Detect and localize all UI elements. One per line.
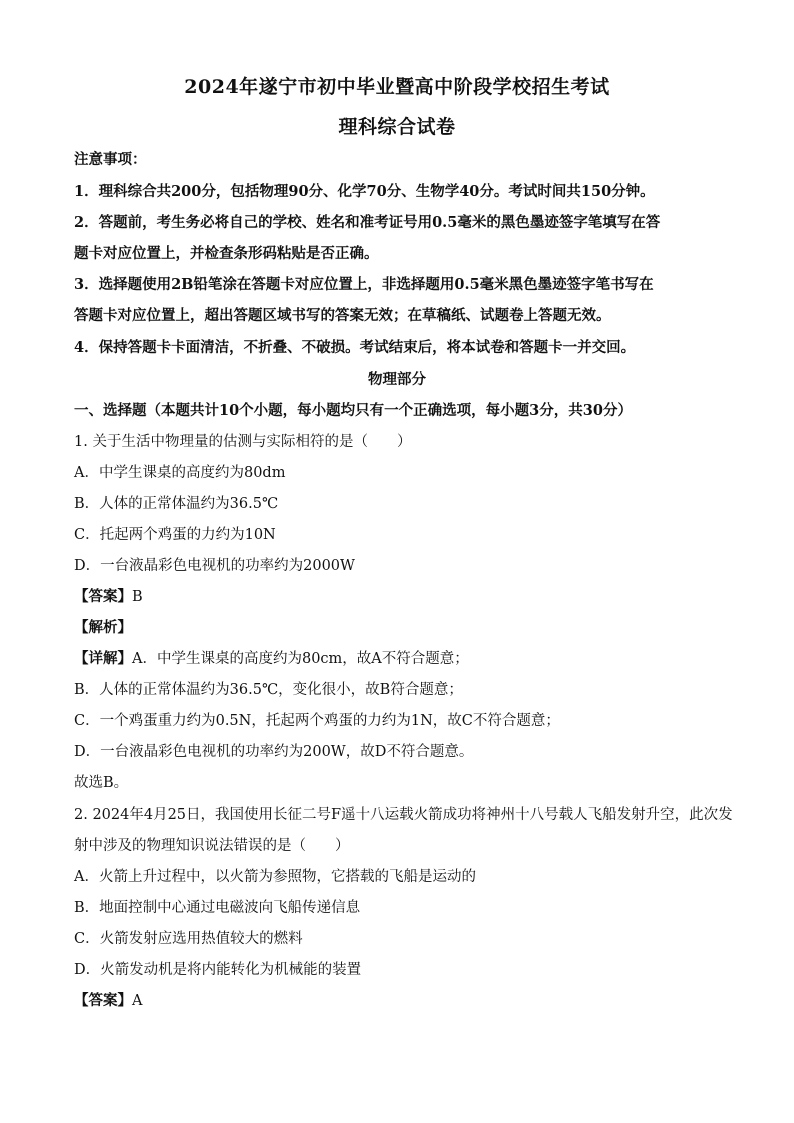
q1-answer-row (74, 587, 724, 607)
q1-detail-a: A．中学生课桌的高度约为80cm，故A不符合题意； (132, 651, 469, 667)
q2-answer-value: A (132, 993, 143, 1009)
notice-item-2-line-1: 2．答题前，考生务必将自己的学校、姓名和准考证号用0.5毫米的黑色墨迹签字笔填写在答 (74, 214, 661, 231)
q1-option-d: D．一台液晶彩色电视机的功率约为2000W (74, 558, 355, 574)
notice-item-4: 4．保持答题卡卡面清洁，不折叠、不破损。考试结束后，将本试卷和答题卡一并交回。 (74, 339, 636, 356)
q1-option-a: A．中学生课桌的高度约为80dm (74, 465, 286, 481)
q1-detail-a-row (74, 649, 724, 669)
q1-detail-tag: 【详解】 (74, 650, 132, 667)
q1-detail-b: B．人体的正常体温约为36.5℃，变化很小，故B符合题意； (74, 682, 463, 698)
q1-option-c: C．托起两个鸡蛋的力约为10N (74, 527, 276, 543)
q2-option-c: C．火箭发射应选用热值较大的燃料 (74, 931, 303, 947)
q1-answer-tag: 【答案】 (74, 588, 132, 605)
notice-item-3-line-1: 3．选择题使用2B铅笔涂在答题卡对应位置上，非选择题用0.5毫米黑色墨迹签字笔书写在 (74, 276, 654, 293)
q2-option-b: B．地面控制中心通过电磁波向飞船传递信息 (74, 900, 361, 916)
q1-detail-d: D．一台液晶彩色电视机的功率约为200W，故D不符合题意。 (74, 744, 474, 760)
q1-stem: 1. 关于生活中物理量的估测与实际相符的是（ ） (74, 434, 412, 450)
q1-answer-value: B (132, 589, 143, 605)
q1-conclusion: 故选B。 (74, 775, 129, 791)
notice-item-3-line-2: 答题卡对应位置上，超出答题区域书写的答案无效；在草稿纸、试题卷上答题无效。 (74, 307, 611, 324)
q2-answer-tag: 【答案】 (74, 992, 132, 1009)
exam-title: 2024年遂宁市初中毕业暨高中阶段学校招生考试 (184, 76, 610, 98)
q2-option-d: D．火箭发动机是将内能转化为机械能的装置 (74, 962, 362, 978)
q2-answer-row (74, 991, 724, 1011)
q2-option-a: A．火箭上升过程中，以火箭为参照物，它搭载的飞船是运动的 (74, 869, 476, 885)
q1-analysis-tag: 【解析】 (74, 619, 132, 636)
q2-stem-line-2: 射中涉及的物理知识说法错误的是（ ） (74, 838, 350, 854)
q1-detail-c: C．一个鸡蛋重力约为0.5N，托起两个鸡蛋的力约为1N，故C不符合题意； (74, 713, 560, 729)
notice-item-2-line-2: 题卡对应位置上，并检查条形码粘贴是否正确。 (74, 245, 379, 262)
exam-subtitle: 理科综合试卷 (338, 116, 456, 138)
section-heading: 一、选择题（本题共计10个小题，每小题均只有一个正确选项，每小题3分，共30分） (74, 402, 632, 419)
notice-heading: 注意事项： (74, 151, 147, 168)
notice-item-1: 1．理科综合共200分，包括物理90分、化学70分、生物学40分。考试时间共150分钟。 (74, 183, 655, 200)
section-part-title: 物理部分 (368, 371, 426, 388)
q2-stem-line-1: 2. 2024年4月25日，我国使用长征二号F遥十八运载火箭成功将神州十八号载人飞船发射升空，此次发 (74, 807, 733, 823)
q1-option-b: B．人体的正常体温约为36.5℃ (74, 496, 279, 512)
